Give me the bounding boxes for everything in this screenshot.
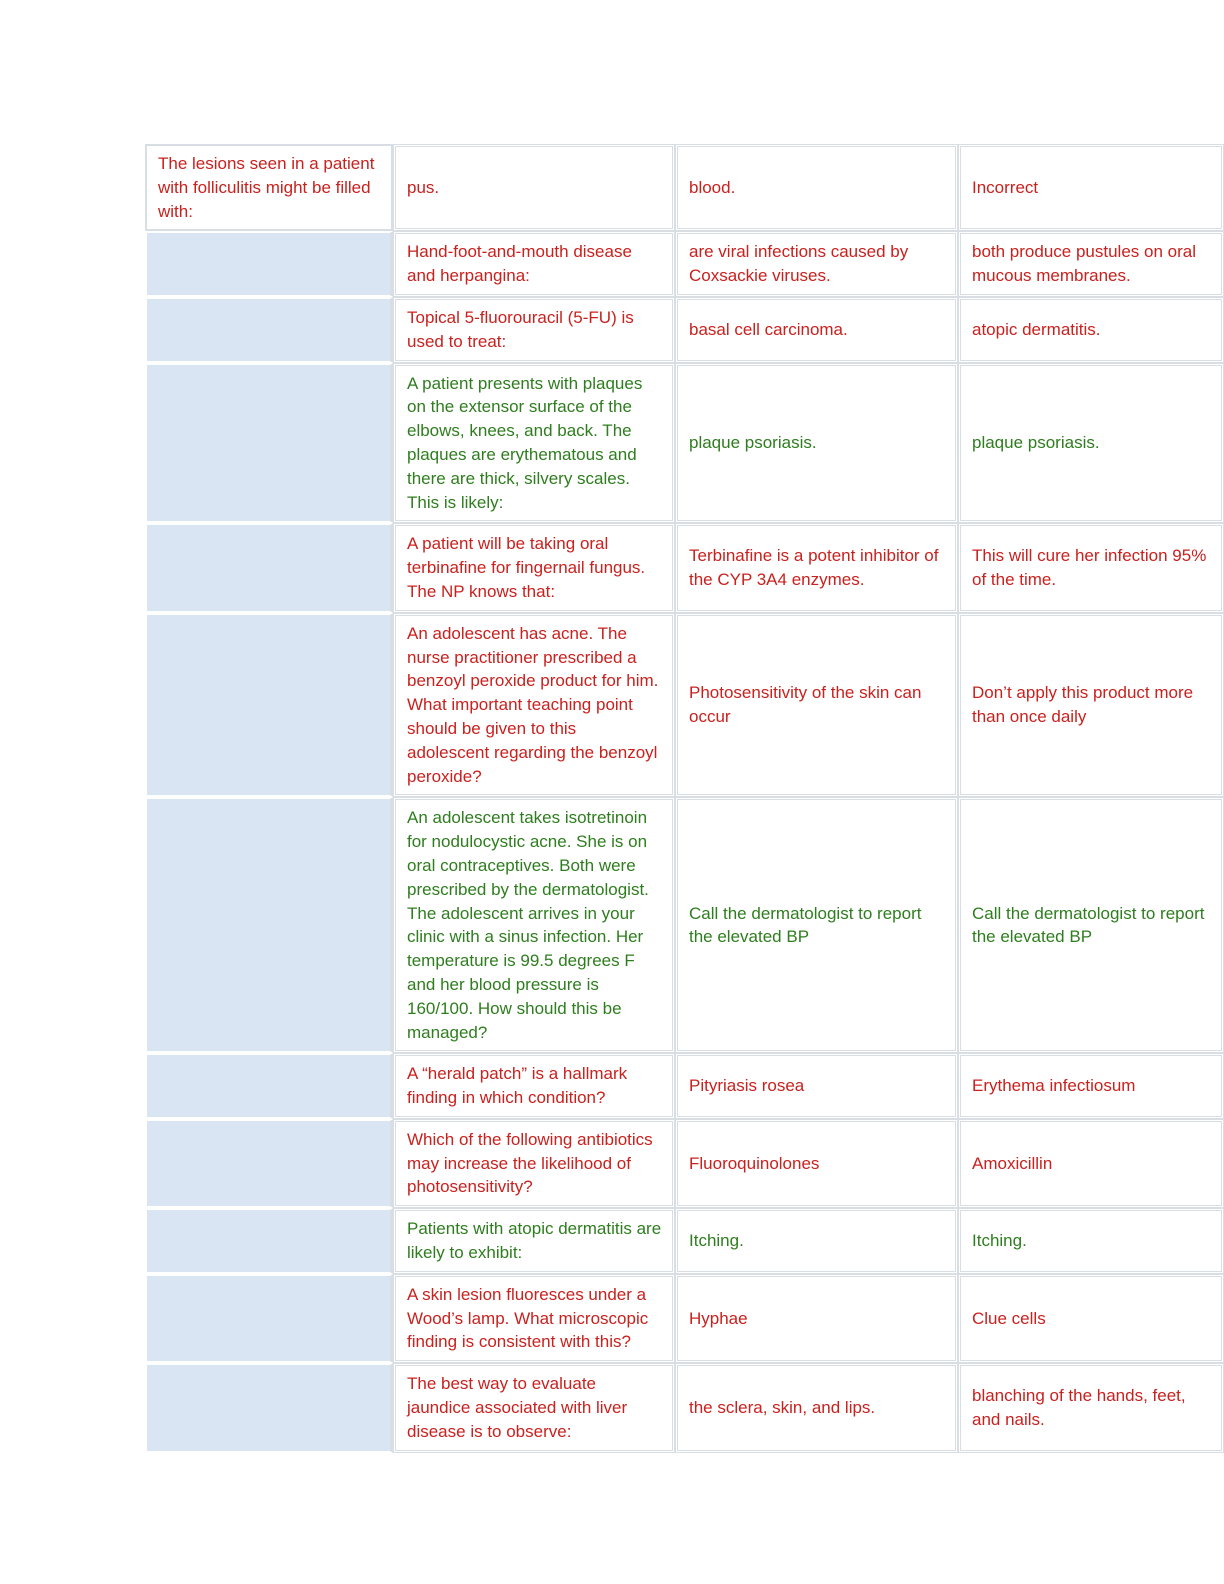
question-text: A patient will be taking oral terbinafine for fingernail fungus. The NP knows that: [407,534,646,601]
row-label-cell [145,231,393,297]
question-text: The best way to evaluate jaundice associated with liver disease is to observe: [407,1374,628,1441]
table-row [145,1274,1224,1363]
answer-text: blood. [689,177,736,197]
response-text: Itching. [972,1231,1027,1251]
question-cell [393,297,675,363]
response-text: Incorrect [972,177,1039,197]
table-row [145,231,1224,297]
answer-cell [675,523,958,612]
response-cell [958,1274,1224,1363]
response-text: This will cure her infection 95% of the time. [972,546,1207,590]
answer-text: basal cell carcinoma. [689,319,848,339]
question-text: An adolescent takes isotretinoin for nodulocystic acne. She is on oral contraceptives. Both were prescribed by the dermatologist. The adolescent arrives in your clinic with a sinus infection. Her temperature is 99.5 degrees F and her blood pressure is 160/100. How should this be managed? [407,808,649,1042]
answer-text: are viral infections caused by Coxsackie viruses. [689,242,909,286]
question-text: A “herald patch” is a hallmark finding in which condition? [407,1064,628,1108]
response-text: plaque psoriasis. [972,433,1100,453]
row-label-cell [145,613,393,798]
response-text: blanching of the hands, feet, and nails. [972,1386,1186,1429]
question-text: Which of the following antibiotics may increase the likelihood of photosensitivity? [407,1129,653,1197]
response-cell [958,1119,1224,1208]
table-row [145,297,1224,363]
table-row [145,363,1224,524]
answer-text: Terbinafine is a potent inhibitor of the CYP 3A4 enzymes. [689,546,939,590]
answer-text: Photosensitivity of the skin can occur [689,683,922,727]
question-cell [393,523,675,612]
table-row [145,1119,1224,1208]
answer-text: Fluoroquinolones [689,1153,820,1173]
answer-cell [675,1053,958,1119]
answer-cell [675,797,958,1053]
question-cell [393,797,675,1053]
table-row [145,1053,1224,1119]
question-cell [393,613,675,798]
response-text: Erythema infectiosum [972,1076,1136,1096]
question-text: Patients with atopic dermatitis are likely to exhibit: [407,1219,662,1263]
table-row [145,613,1224,798]
row-label-cell [145,363,393,524]
response-cell [958,613,1224,798]
row-label-cell [145,1208,393,1274]
answer-cell [675,297,958,363]
row-label-cell [145,1363,393,1452]
question-cell [393,1119,675,1208]
response-text: Call the dermatologist to report the elevated BP [972,903,1205,947]
question-cell [393,1208,675,1274]
table-row [145,1208,1224,1274]
answer-cell [675,144,958,231]
table-row [145,144,1224,231]
answer-text: plaque psoriasis. [689,433,817,453]
answer-cell [675,1208,958,1274]
answer-cell [675,613,958,798]
question-cell [393,144,675,231]
row-label-cell [145,1274,393,1363]
response-text: both produce pustules on oral mucous membranes. [972,242,1196,286]
answer-cell [675,363,958,524]
question-cell [393,231,675,297]
response-cell [958,231,1224,297]
answer-cell [675,1274,958,1363]
question-text: An adolescent has acne. The nurse practitioner prescribed a benzoyl peroxide product for him. What important teaching point should be given to this adolescent regarding the benzoyl peroxide? [407,623,659,786]
question-cell [393,1274,675,1363]
question-text: Hand-foot-and-mouth disease and herpangina: [407,242,632,286]
question-cell [393,1363,675,1452]
table-body [145,144,1224,1453]
row-label-text: The lesions seen in a patient with folliculitis might be filled with: [158,154,375,221]
answer-text: Pityriasis rosea [689,1076,805,1096]
answer-text: the sclera, skin, and lips. [689,1398,876,1418]
quiz-results-table-container [145,144,1224,1453]
response-text: atopic dermatitis. [972,319,1101,339]
answer-text: Hyphae [689,1308,748,1328]
row-label-cell [145,797,393,1053]
response-cell [958,1208,1224,1274]
response-text: Amoxicillin [972,1153,1053,1173]
response-text: Clue cells [972,1308,1046,1328]
response-cell [958,523,1224,612]
question-cell [393,363,675,524]
quiz-results-table [145,144,1224,1453]
answer-text: Call the dermatologist to report the elevated BP [689,903,922,947]
response-cell [958,363,1224,524]
table-row [145,523,1224,612]
table-row [145,1363,1224,1452]
answer-cell [675,231,958,297]
row-label-cell [145,523,393,612]
row-label-cell [145,144,393,231]
question-cell [393,1053,675,1119]
row-label-cell [145,1053,393,1119]
answer-text: Itching. [689,1231,744,1251]
question-text: Topical 5-fluorouracil (5-FU) is used to treat: [407,307,634,351]
question-text: A skin lesion fluoresces under a Wood’s lamp. What microscopic finding is consistent with this? [407,1284,649,1352]
row-label-cell [145,297,393,363]
response-cell [958,1053,1224,1119]
response-cell [958,297,1224,363]
question-text: pus. [407,177,440,197]
response-cell [958,797,1224,1053]
table-row [145,797,1224,1053]
row-label-cell [145,1119,393,1208]
question-text: A patient presents with plaques on the extensor surface of the elbows, knees, and back. The plaques are erythematous and there are thick, silvery scales. This is likely: [407,373,643,512]
response-cell [958,1363,1224,1452]
response-cell [958,144,1224,231]
response-text: Don’t apply this product more than once daily [972,683,1194,727]
answer-cell [675,1119,958,1208]
answer-cell [675,1363,958,1452]
